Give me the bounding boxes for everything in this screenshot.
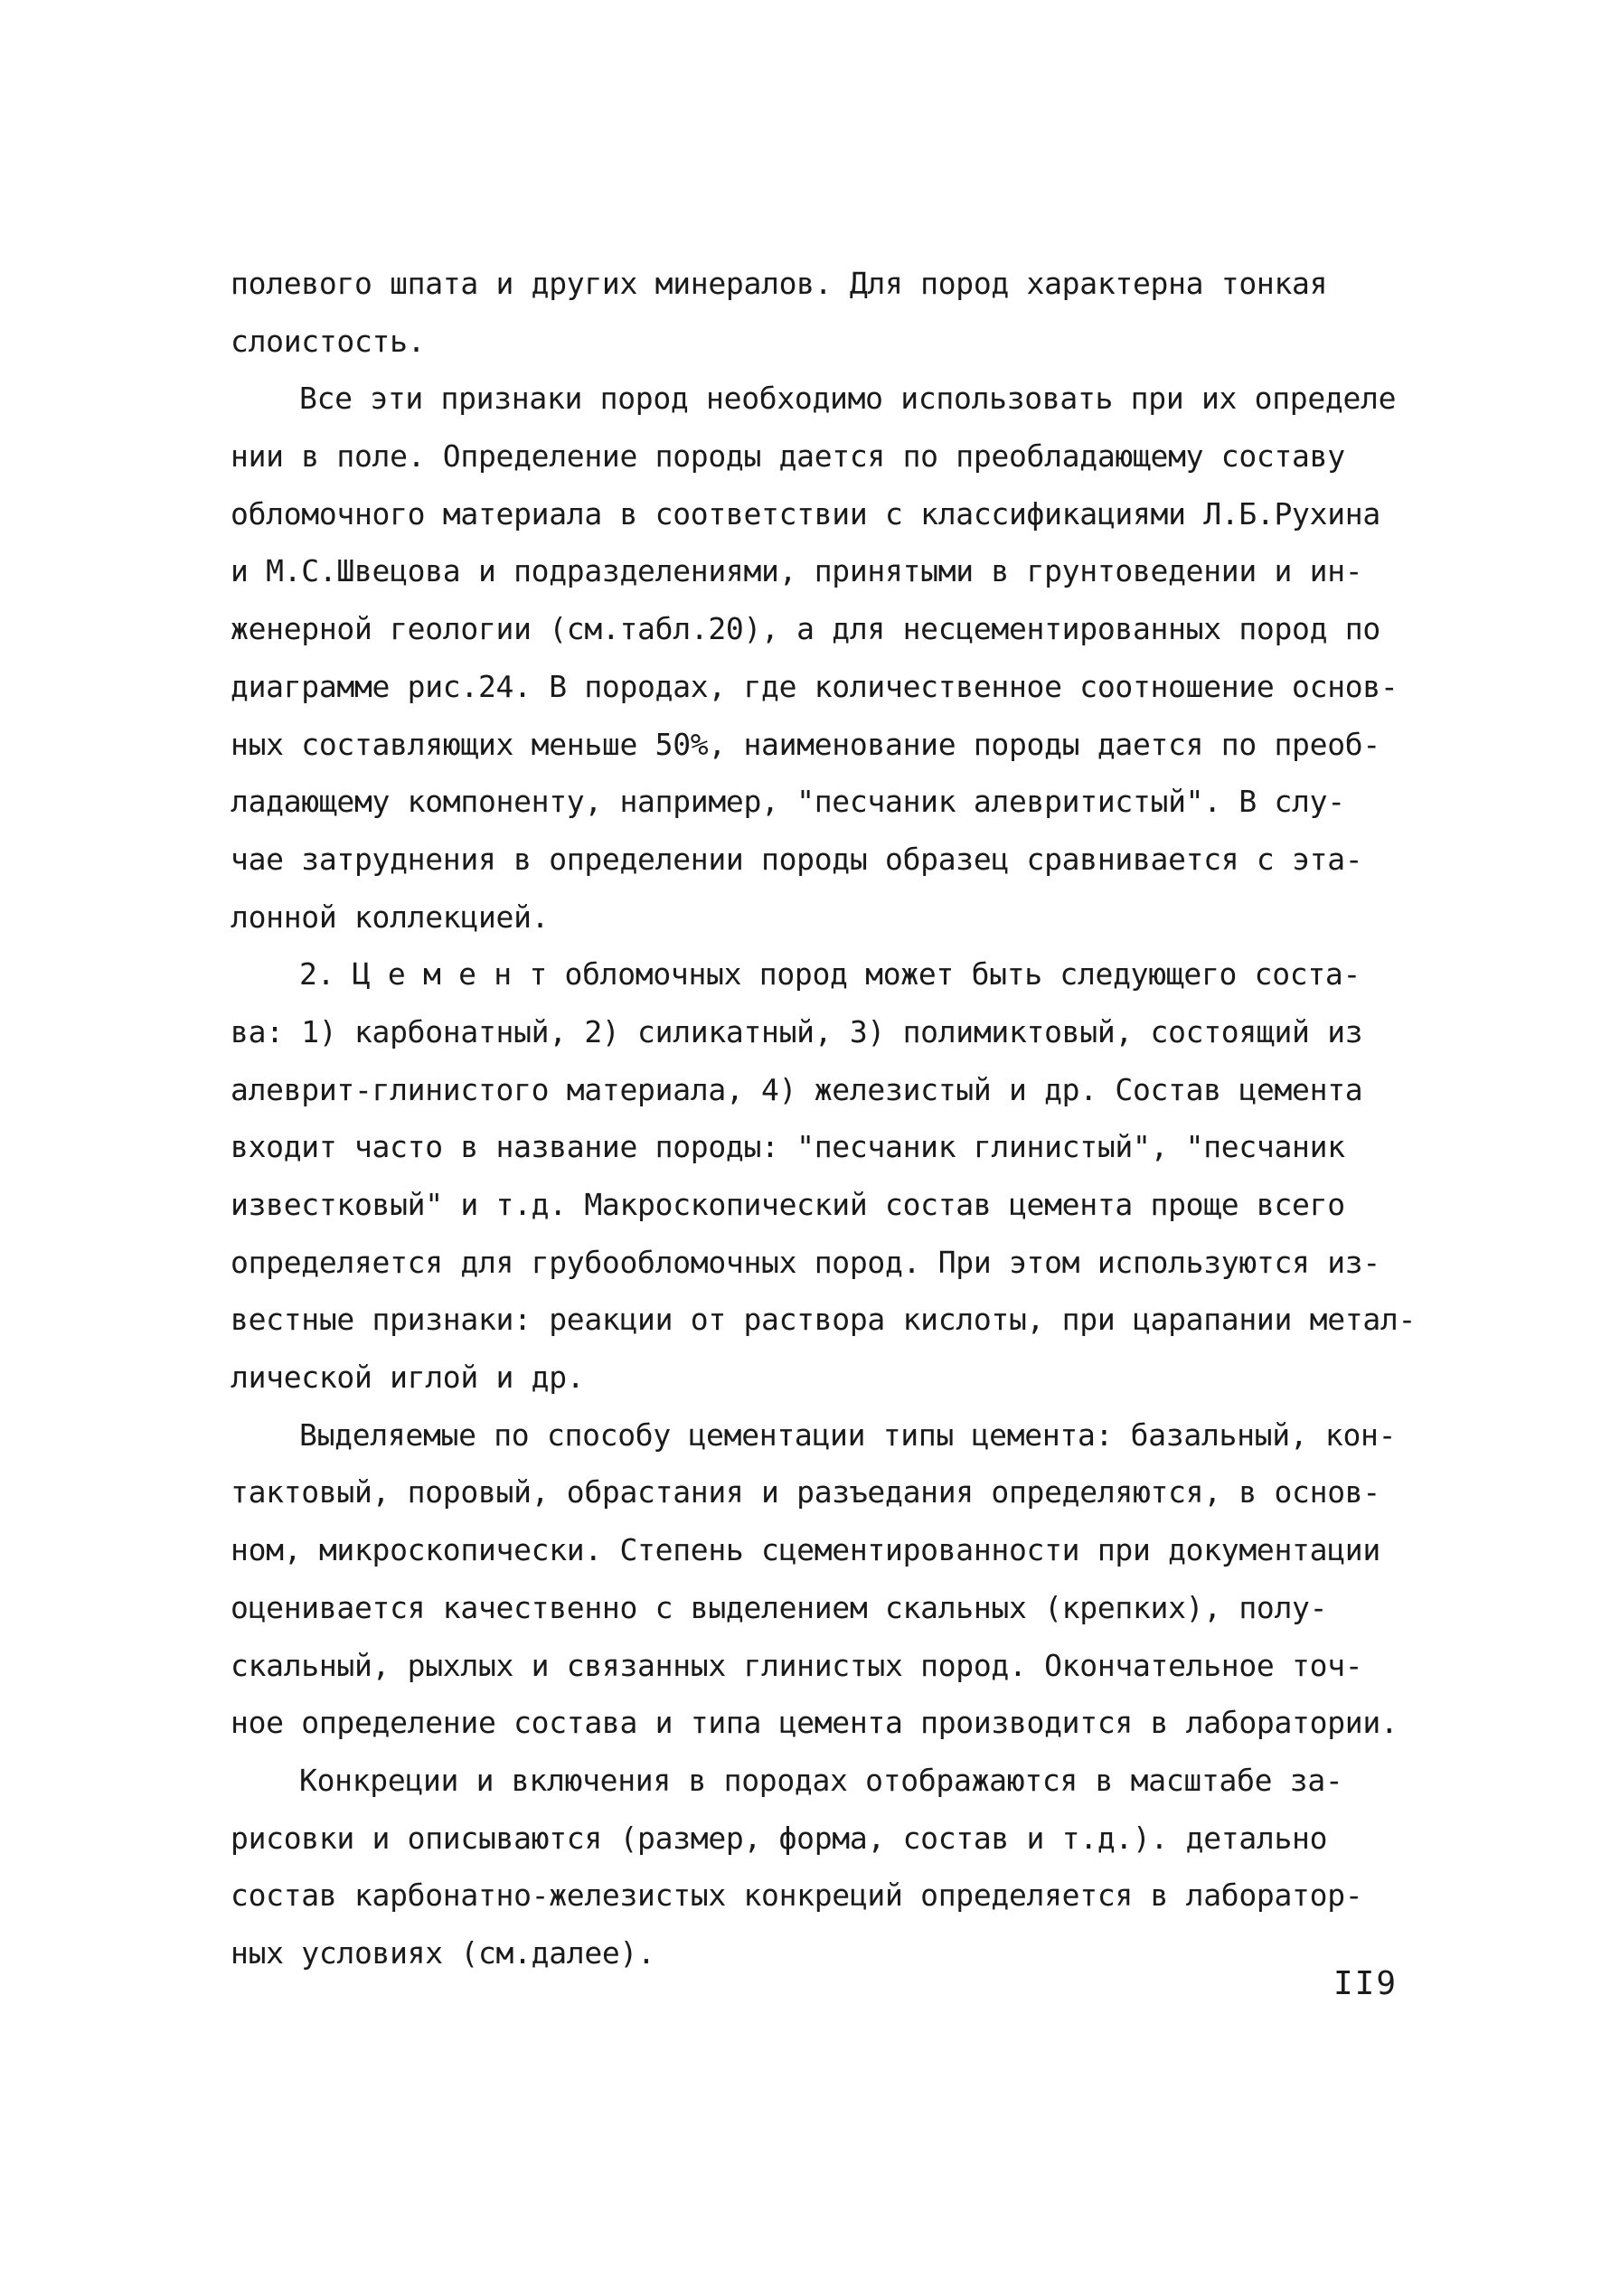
text-line: тактовый, поровый, обрастания и разъедания определяются, в основ-: [231, 1474, 1380, 1510]
text-line: нии в поле. Определение породы дается по преобладающему составу: [231, 438, 1345, 475]
text-line: полевого шпата и других минералов. Для пород характерна тонкая: [231, 266, 1328, 301]
text-line: ных условиях (см.далее).: [231, 1934, 655, 1971]
text-line: обломочного материала в соответствии с классификациями Л.Б.Рухина: [231, 495, 1380, 532]
page-number: II9: [1333, 1965, 1399, 2002]
text-line: слоистость.: [231, 323, 426, 359]
text-line: ладающему компоненту, например, "песчаник алевритистый". В слу-: [231, 784, 1345, 820]
text-line: ных составляющих меньше 50%, наименование породы дается по преоб-: [231, 726, 1380, 762]
text-line: скальный, рыхлых и связанных глинистых пород. Окончательное точ-: [231, 1647, 1363, 1683]
text-line: женерной геологии (см.табл.20), а для несцементированных пород по: [231, 611, 1380, 647]
text-line: алеврит-глинистого материала, 4) железистый и др. Состав цемента: [231, 1071, 1363, 1107]
paragraph-first-line: Конкреции и включения в породах отображаются в масштабе за-: [299, 1762, 1343, 1798]
text-line: лической иглой и др.: [231, 1360, 585, 1396]
paragraph-first-line: 2. Ц е м е н т обломочных пород может быть следующего соста-: [299, 956, 1361, 993]
text-line: лонной коллекцией.: [231, 899, 550, 935]
text-line: рисовки и описываются (размер, форма, состав и т.д.). детально: [231, 1820, 1328, 1856]
paragraph-first-line: Все эти признаки пород необходимо использовать при их определе: [299, 381, 1397, 417]
body-text: [231, 255, 1417, 1982]
text-line: и М.С.Швецова и подразделениями, принятыми в грунтоведении и ин-: [231, 553, 1363, 589]
text-line: ва: 1) карбонатный, 2) силикатный, 3) полимиктовый, состоящий из: [231, 1013, 1363, 1049]
text-line: ном, микроскопически. Степень сцементированности при документации: [231, 1532, 1380, 1568]
text-line: чае затруднения в определении породы образец сравнивается с эта-: [231, 841, 1363, 877]
text-line: диаграмме рис.24. В породах, где количественное соотношение основ-: [231, 668, 1399, 704]
text-line: известковый" и т.д. Макроскопический состав цемента проще всего: [231, 1187, 1345, 1222]
paragraph-first-line: Выделяемые по способу цементации типы цемента: базальный, кон-: [299, 1416, 1397, 1453]
text-line: определяется для грубообломочных пород. При этом используются из-: [231, 1244, 1380, 1280]
text-line: входит часто в название породы: "песчаник глинистый", "песчаник: [231, 1129, 1345, 1165]
text-line: состав карбонатно-железистых конкреций определяется в лаборатор-: [231, 1877, 1363, 1914]
text-line: оценивается качественно с выделением скальных (крепких), полу-: [231, 1589, 1328, 1625]
text-line: ное определение состава и типа цемента производится в лаборатории.: [231, 1705, 1399, 1741]
text-line: вестные признаки: реакции от раствора кислоты, при царапании метал-: [231, 1302, 1417, 1338]
